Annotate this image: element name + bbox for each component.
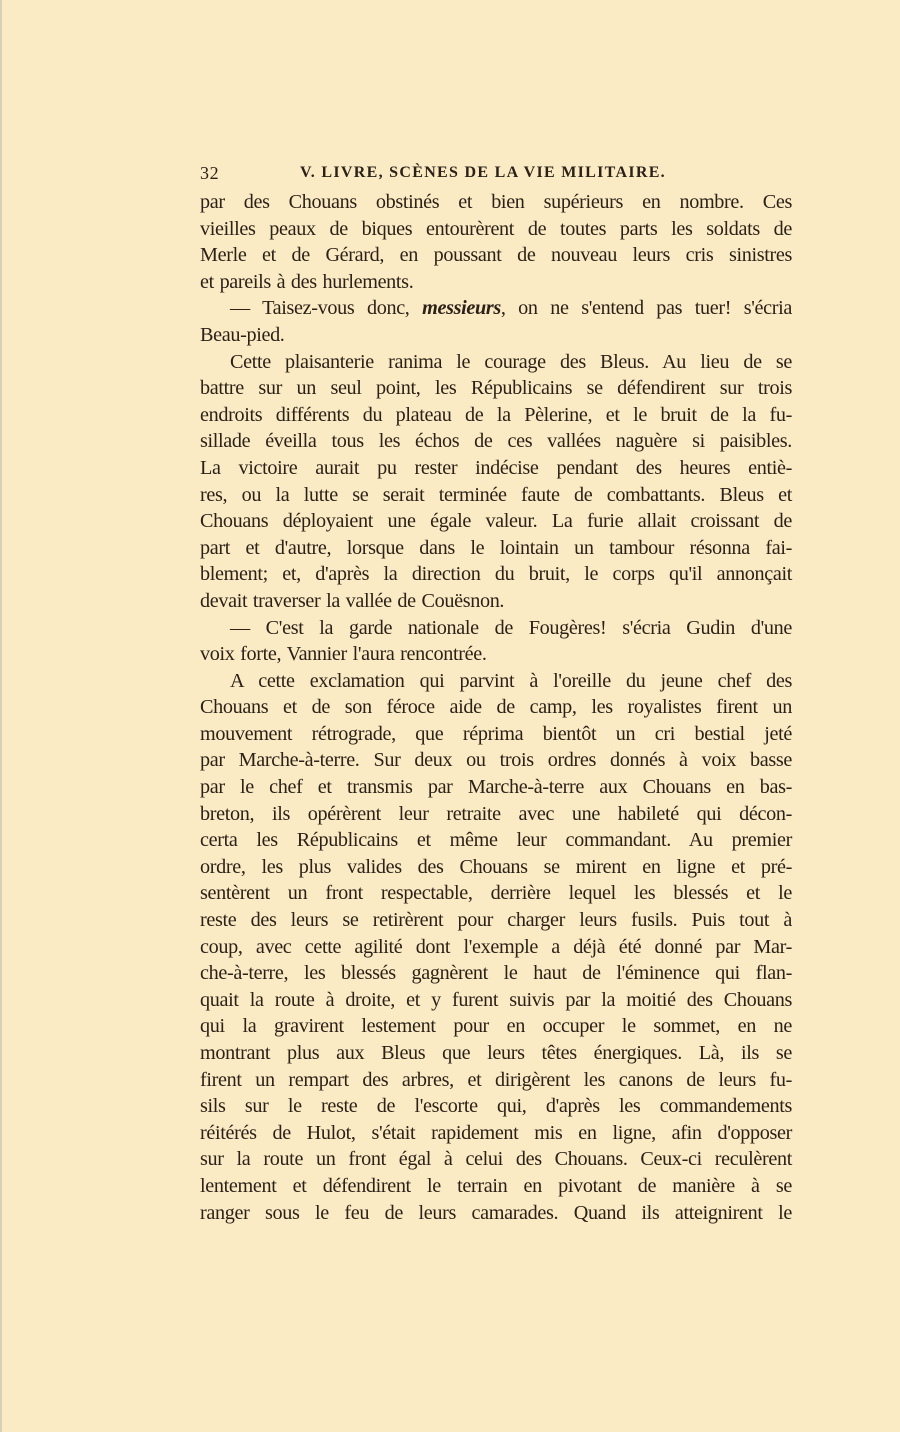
text-line-content: A cette exclamation qui parvint à l'oreille du jeune chef des [230, 669, 792, 692]
text-line [200, 641, 792, 668]
text-line-content: sillade éveilla tous les échos de ces vallées naguère si paisibles. [200, 430, 792, 453]
text-line-content: sils sur le reste de l'escorte qui, d'après les commandements [200, 1095, 792, 1118]
text-line [200, 561, 792, 588]
text-line-content: Chouans déployaient une égale valeur. La furie allait croissant de [200, 510, 792, 533]
running-head [200, 161, 792, 189]
text-line-content: montrant plus aux Bleus que leurs têtes énergiques. Là, ils se [200, 1042, 792, 1064]
emphasis: messieurs [422, 297, 501, 320]
text-line [200, 322, 792, 349]
text-line-content: breton, ils opérèrent leur retraite avec une habileté qui décon- [200, 802, 792, 825]
text-line-content: quait la route à droite, et y furent suivis par la moitié des Chouans [200, 988, 792, 1011]
text-line [200, 854, 792, 881]
text-line [200, 295, 792, 322]
text-line-content: res, ou la lutte se serait terminée faute de combattants. Bleus et [200, 483, 792, 506]
text-line [200, 189, 792, 216]
text-line-content: par des Chouans obstinés et bien supérieurs en nombre. Ces [200, 191, 792, 213]
text-line-content: blement; et, d'après la direction du bruit, le corps qu'il annonçait [200, 563, 792, 586]
text-line [200, 535, 792, 562]
text-line-content: sentèrent un front respectable, derrière lequel les blessés et le [200, 882, 792, 905]
text-line [200, 1146, 792, 1173]
text-line [200, 455, 792, 482]
text-line [200, 402, 792, 429]
page-edge [0, 0, 2, 1432]
text-line [200, 934, 792, 961]
text-line [200, 588, 792, 615]
text-line [200, 216, 792, 243]
text-line [200, 668, 792, 695]
text-line [200, 269, 792, 296]
text-line [200, 1173, 792, 1200]
text-line [200, 1040, 792, 1067]
text-line [200, 1200, 792, 1227]
text-line-content: par le chef et transmis par Marche-à-terre aux Chouans en bas- [200, 776, 792, 799]
text-line-content: réitérés de Hulot, s'était rapidement mis en ligne, afin d'opposer [200, 1121, 792, 1144]
text-line [200, 721, 792, 748]
text-line [200, 615, 792, 642]
text-line-content: par Marche-à-terre. Sur deux ou trois ordres donnés à voix basse [200, 749, 792, 772]
text-line [200, 428, 792, 455]
text-line-content: reste des leurs se retirèrent pour charger leurs fusils. Puis tout à [200, 909, 792, 932]
text-line-content: sur la route un front égal à celui des Chouans. Ceux-ci reculèrent [200, 1148, 792, 1171]
text-line [200, 375, 792, 402]
text-line-content: che-à-terre, les blessés gagnèrent le haut de l'éminence qui flan- [200, 962, 792, 985]
text-line-content: part et d'autre, lorsque dans le lointain un tambour résonna fai- [200, 536, 792, 559]
body-text [200, 189, 792, 1226]
text-line [200, 694, 792, 721]
text-line-content: Merle et de Gérard, en poussant de nouveau leurs cris sinistres [200, 244, 792, 267]
text-line-content: qui la gravirent lestement pour en occuper le sommet, en ne [200, 1015, 792, 1038]
book-page [200, 161, 792, 1226]
text-line [200, 1093, 792, 1120]
text-line [200, 1120, 792, 1147]
text-line-content: La victoire aurait pu rester indécise pendant des heures entiè- [200, 456, 792, 479]
running-head-title: V. LIVRE, SCÈNES DE LA VIE MILITAIRE. [300, 164, 666, 181]
text-line [200, 747, 792, 774]
text-line-content: — Taisez-vous donc, messieurs, on ne s'entend pas tuer! s'écria [230, 297, 792, 320]
text-line [200, 827, 792, 854]
text-line-content: coup, avec cette agilité dont l'exemple a déjà été donné par Mar- [200, 935, 792, 958]
text-line [200, 801, 792, 828]
text-line-content: Cette plaisanterie ranima le courage des Bleus. Au lieu de se [230, 350, 792, 373]
text-line-content: mouvement rétrograde, que réprima bientôt un cri bestial jeté [200, 722, 792, 745]
text-line-content: ranger sous le feu de leurs camarades. Quand ils atteignirent le [200, 1201, 792, 1224]
text-line-content: vieilles peaux de biques entourèrent de toutes parts les soldats de [200, 217, 792, 240]
text-line [200, 1067, 792, 1094]
text-line [200, 1013, 792, 1040]
text-line [200, 774, 792, 801]
text-line [200, 508, 792, 535]
text-line [200, 880, 792, 907]
text-line-content: endroits différents du plateau de la Pèlerine, et le bruit de la fu- [200, 403, 792, 426]
text-line [200, 242, 792, 269]
text-line-content: lentement et défendirent le terrain en pivotant de manière à se [200, 1174, 792, 1197]
text-line-content: — C'est la garde nationale de Fougères! s'écria Gudin d'une [230, 616, 792, 639]
text-line-content: devait traverser la vallée de Couësnon. [200, 589, 505, 612]
text-line [200, 349, 792, 376]
text-line [200, 907, 792, 934]
text-line [200, 482, 792, 509]
text-line-content: voix forte, Vannier l'aura rencontrée. [200, 643, 487, 666]
text-line-content: battre sur un seul point, les Républicains se défendirent sur trois [200, 377, 792, 400]
page-number: 32 [200, 163, 220, 183]
text-line [200, 960, 792, 987]
text-line-content: ordre, les plus valides des Chouans se mirent en ligne et pré- [200, 855, 792, 878]
text-line-content: Beau-pied. [200, 323, 285, 346]
text-line-content: certa les Républicains et même leur commandant. Au premier [200, 829, 792, 852]
text-line-content: et pareils à des hurlements. [200, 270, 414, 293]
text-line-content: firent un rempart des arbres, et dirigèrent les canons de leurs fu- [200, 1068, 792, 1091]
text-line-content: Chouans et de son féroce aide de camp, les royalistes firent un [200, 696, 792, 719]
text-line [200, 987, 792, 1014]
